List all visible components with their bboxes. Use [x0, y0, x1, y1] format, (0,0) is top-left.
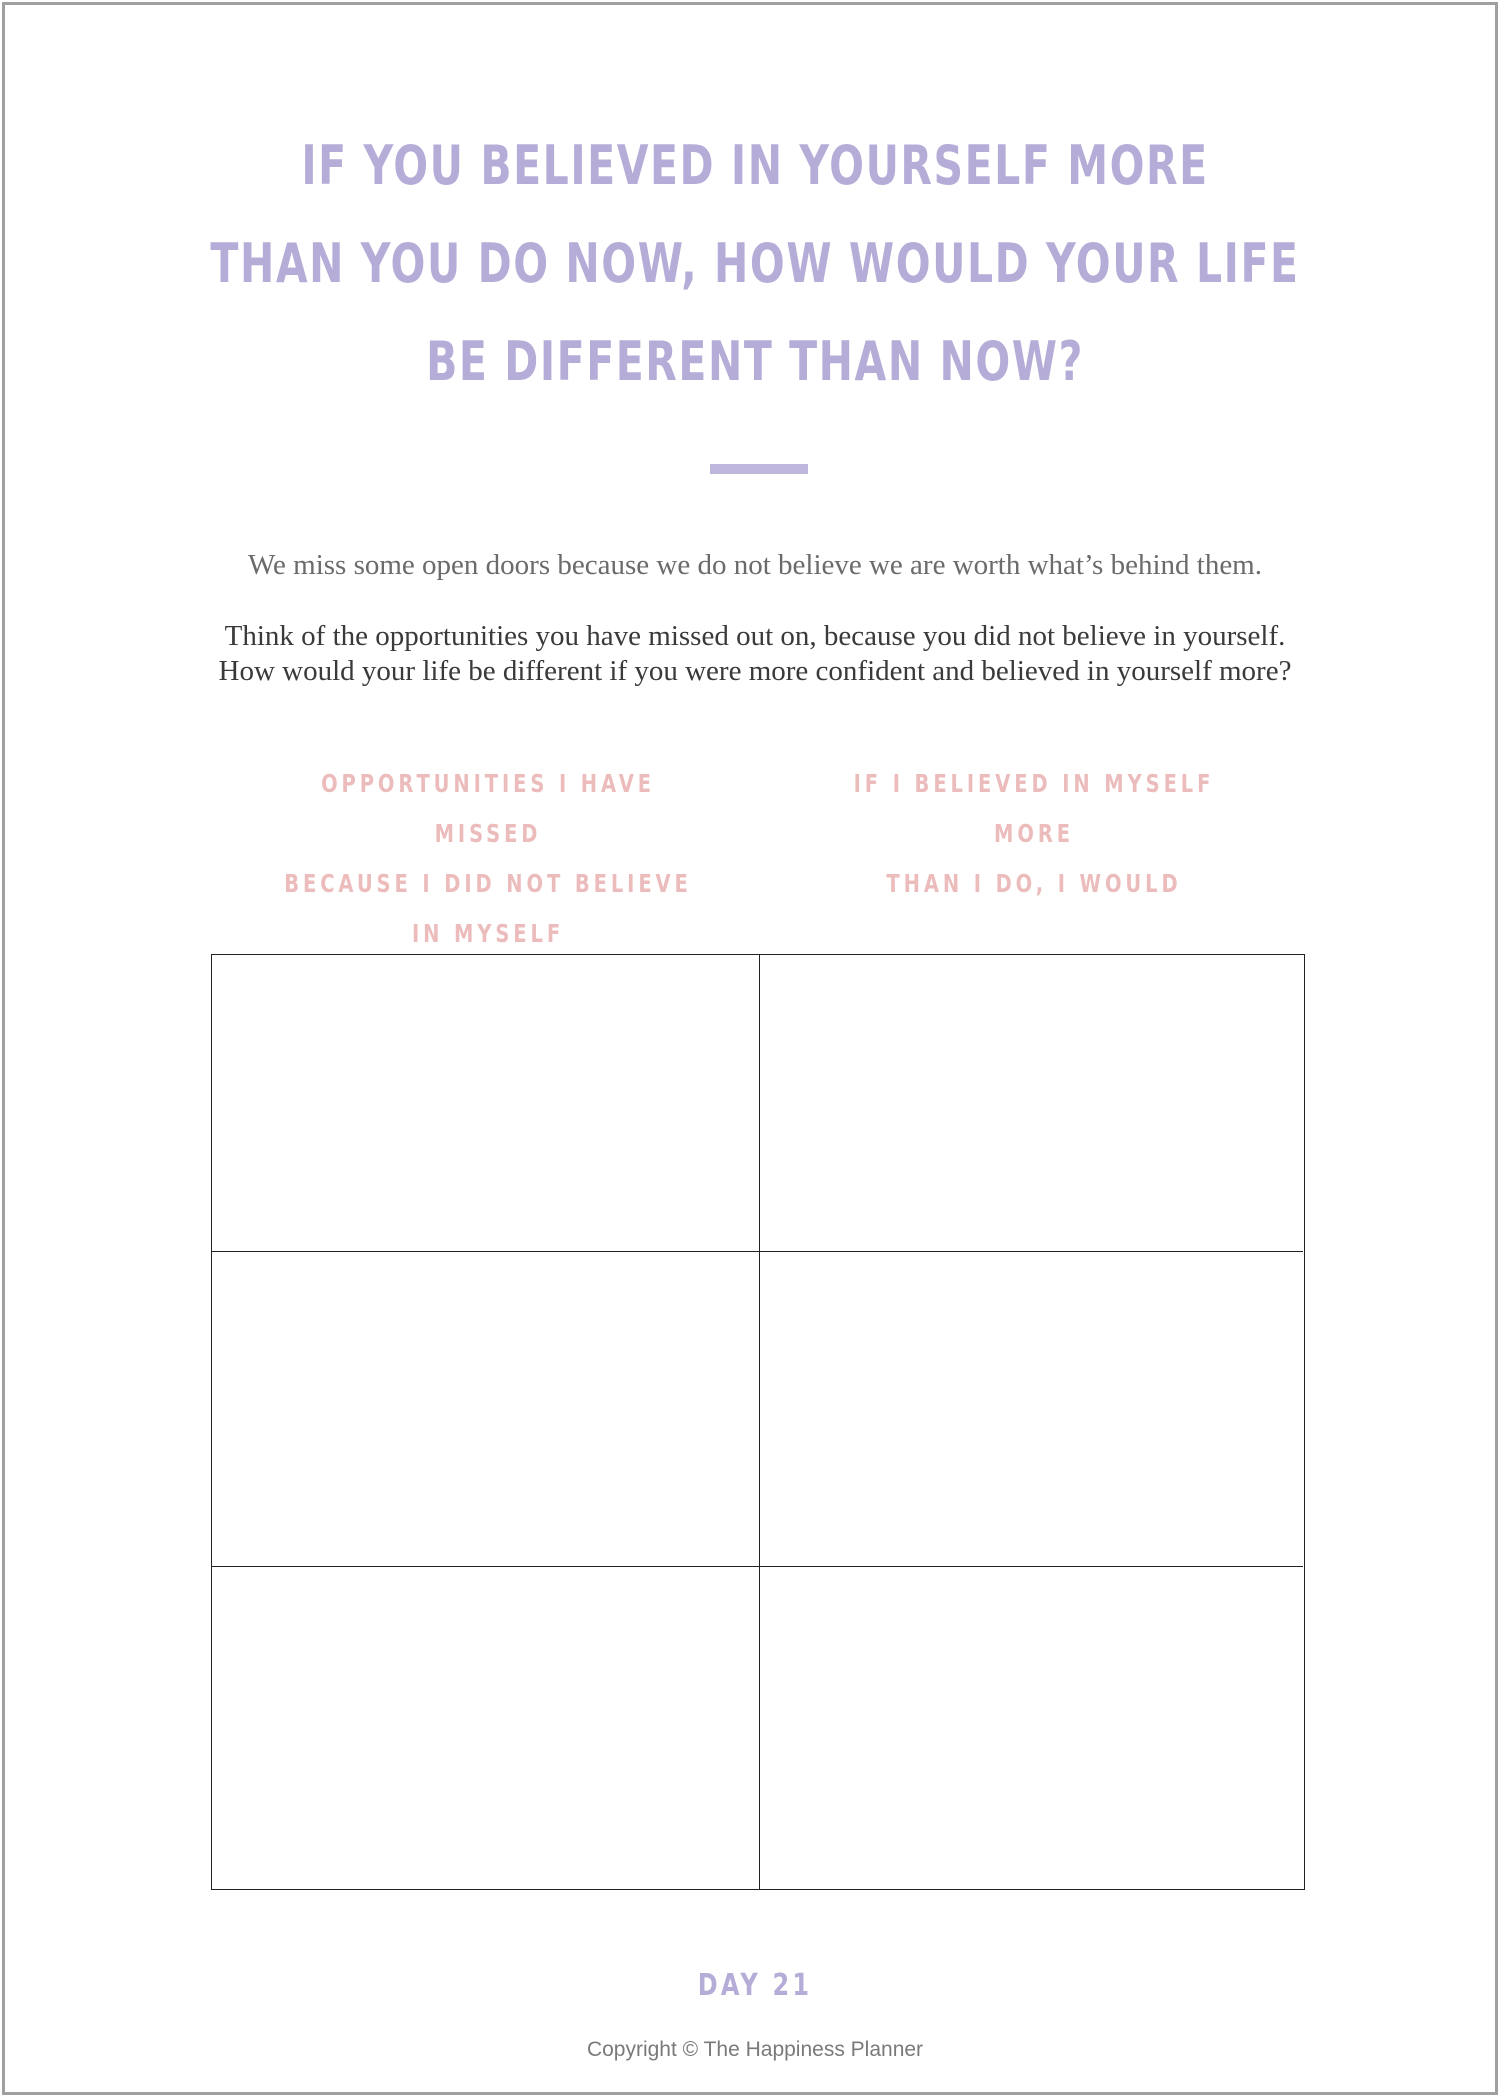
title-line-1: IF YOU BELIEVED IN YOURSELF MORE [301, 134, 1209, 197]
column-heading-line: BECAUSE I DID NOT BELIEVE IN MYSELF [284, 869, 692, 948]
answer-cell-would-1[interactable] [760, 955, 1303, 1252]
prompt-text [5, 619, 1500, 689]
answer-cell-missed-3[interactable] [212, 1567, 760, 1889]
worksheet-page [2, 2, 1498, 2095]
column-heading-line: IF I BELIEVED IN MYSELF MORE [853, 769, 1215, 848]
title-line-2: THAN YOU DO NOW, HOW WOULD YOUR LIFE [210, 232, 1300, 295]
column-heading-line: OPPORTUNITIES I HAVE MISSED [321, 769, 655, 848]
answer-grid [211, 954, 1305, 1890]
intro-text: We miss some open doors because we do not believe we are worth what’s behind them. [247, 549, 1262, 581]
column-heading-believed [816, 759, 1253, 909]
column-heading-missed [270, 759, 707, 959]
answer-cell-missed-1[interactable] [212, 955, 760, 1252]
page-title [185, 117, 1325, 411]
prompt-line-2: How would your life be different if you were more confident and believed in yourself more? [218, 655, 1292, 687]
title-divider [710, 464, 808, 474]
answer-cell-missed-2[interactable] [212, 1252, 760, 1567]
copyright-text: Copyright © The Happiness Planner [586, 2038, 924, 2061]
column-heading-line: THAN I DO, I WOULD [886, 869, 1182, 898]
answer-cell-would-2[interactable] [760, 1252, 1303, 1567]
title-line-3: BE DIFFERENT THAN NOW? [426, 330, 1084, 393]
prompt-line-1: Think of the opportunities you have missed out on, because you did not believe in yourself. [224, 620, 1286, 652]
day-label: DAY 21 [697, 1968, 813, 2003]
answer-cell-would-3[interactable] [760, 1567, 1303, 1889]
